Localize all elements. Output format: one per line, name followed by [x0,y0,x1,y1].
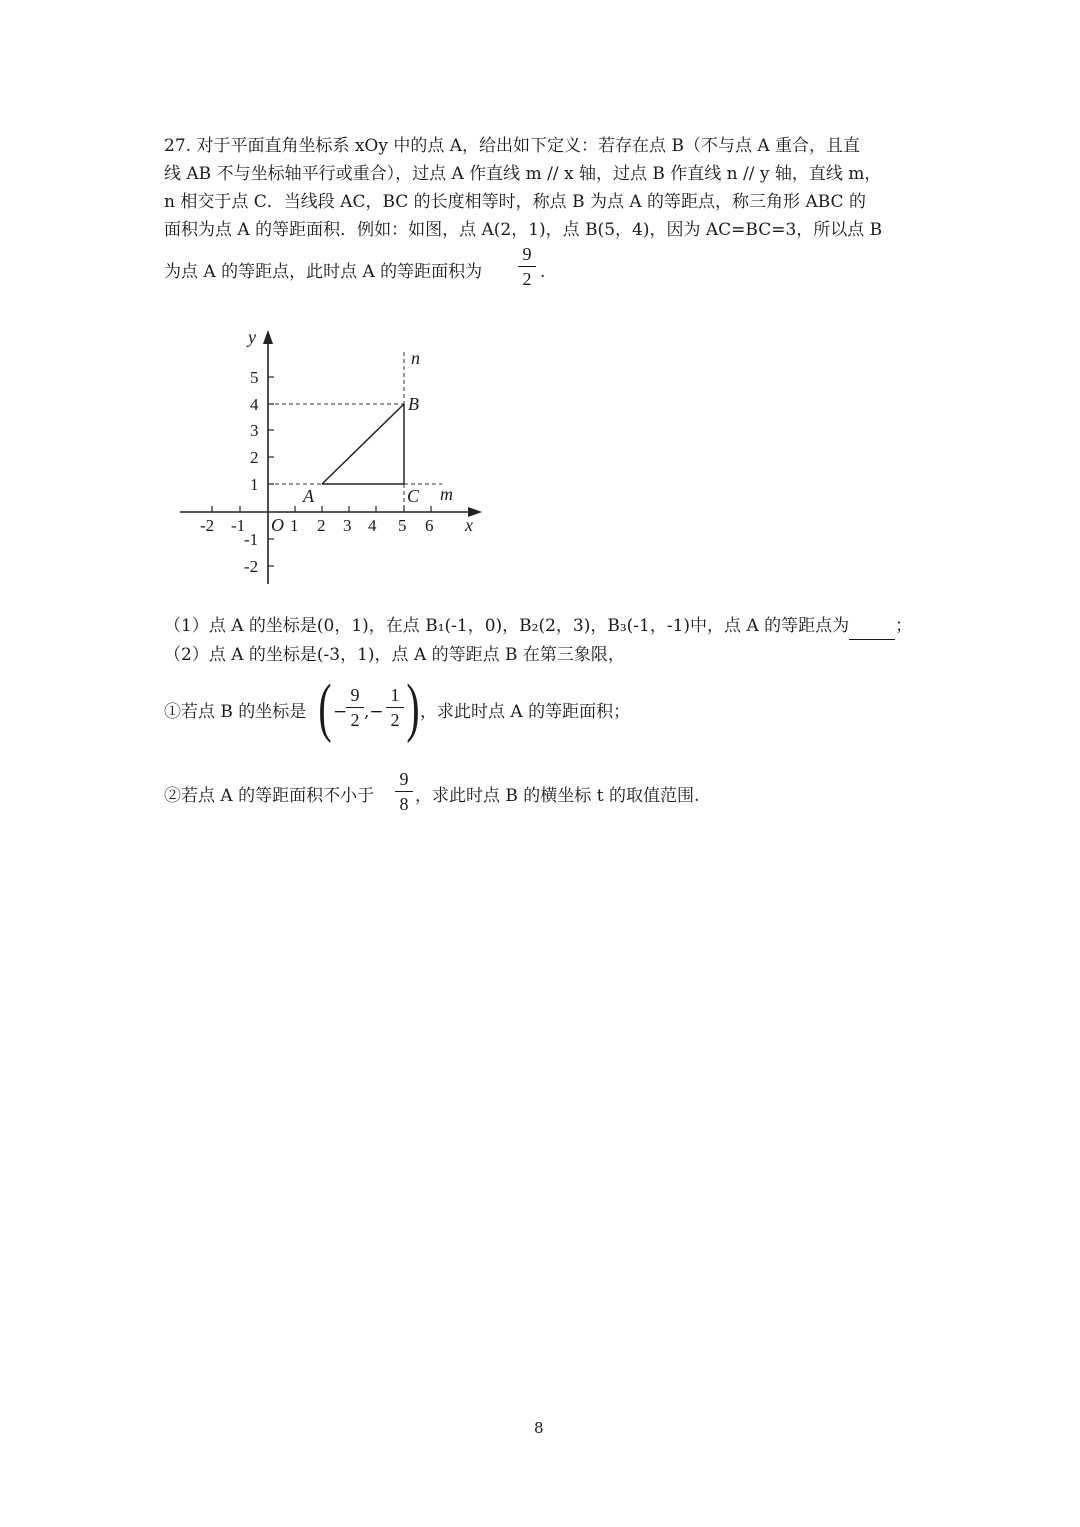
y-axis-arrow [263,330,273,344]
comma-minus: ,− [364,702,384,722]
y-tick-label: -1 [244,530,259,549]
y-tick-label: -2 [244,557,259,576]
intro-end: . [540,262,546,282]
intro-fraction [518,243,536,290]
intro-line-5: 为点 A 的等距点，此时点 A 的等距面积为 [164,262,483,282]
page-number: 8 [534,1419,544,1437]
answer-blank[interactable] [849,621,895,640]
frac-bar [346,707,364,708]
b-x-fraction [346,684,364,731]
b-y-fraction [386,684,404,731]
line-m-label: m [440,484,453,504]
frac-numerator: 9 [350,685,360,705]
line-n-label: n [411,348,420,368]
intro-line-1: 27. 对于平面直角坐标系 xOy 中的点 A，给出如下定义：若存在点 B（不与点 A 重合，且直 [164,136,861,156]
x-axis-label: x [465,515,473,535]
frac-bar [395,791,413,792]
frac-bar [386,707,404,708]
right-paren: ) [406,671,420,744]
question-2-2-suffix: ，求此时点 B 的横坐标 t 的取值范围. [415,786,700,806]
y-tick-label: 2 [250,448,259,467]
x-tick-label: 5 [398,516,407,535]
y-tick-label: 5 [250,368,259,387]
point-c-label: C [407,486,420,506]
frac-numerator: 9 [399,769,409,789]
y-tick-label: 3 [250,421,259,440]
question-1 [164,612,912,640]
frac-denominator: 2 [350,710,360,730]
x-tick-label: -2 [200,516,215,535]
left-paren: ( [318,671,332,744]
y-axis-label: y [248,327,256,347]
frac-denominator: 2 [390,710,400,730]
point-b-label: B [408,394,419,414]
y-tick-label: 1 [250,475,259,494]
frac-denominator: 2 [522,269,532,289]
point-a-label: A [303,486,314,506]
coordinate-figure [170,320,500,595]
x-tick-label: 6 [425,516,434,535]
origin-label: O [271,515,284,535]
minus-sign: − [333,702,348,722]
y-tick-label: 4 [250,395,259,414]
x-tick-label: 3 [343,516,352,535]
x-tick-label: 2 [317,516,326,535]
question-2-1-suffix: ，求此时点 A 的等距面积； [420,702,631,722]
question-2-1-prefix: ①若点 B 的坐标是 [164,702,307,722]
question-2-2-prefix: ②若点 A 的等距面积不小于 [164,786,375,806]
frac-numerator: 1 [390,685,400,705]
frac-numerator: 9 [522,244,532,264]
intro-line-4: 面积为点 A 的等距面积．例如：如图，点 A(2，1)，点 B(5，4)，因为 AC=BC=3，所以点 B [164,220,883,240]
x-tick-label: 1 [290,516,299,535]
question-1-end: ； [895,616,913,636]
frac-bar [518,266,536,267]
question-2: （2）点 A 的坐标是(-3，1)，点 A 的等距点 B 在第三象限， [164,645,625,665]
intro-line-3: n 相交于点 C．当线段 AC，BC 的长度相等时，称点 B 为点 A 的等距点，称三角形 ABC 的 [164,192,866,212]
question-1-text: （1）点 A 的坐标是(0，1)，在点 B₁(-1，0)，B₂(2，3)，B₃(-1，-1)中，点 A 的等距点为 [164,616,850,636]
x-tick-label: 4 [368,516,377,535]
frac-denominator: 8 [399,794,409,814]
segment-ab [322,404,404,484]
area-fraction [395,768,413,815]
intro-line-2: 线 AB 不与坐标轴平行或重合），过点 A 作直线 m // x 轴，过点 B 作直线 n // y 轴，直线 m， [164,164,882,184]
x-tick-label: -1 [231,516,246,535]
